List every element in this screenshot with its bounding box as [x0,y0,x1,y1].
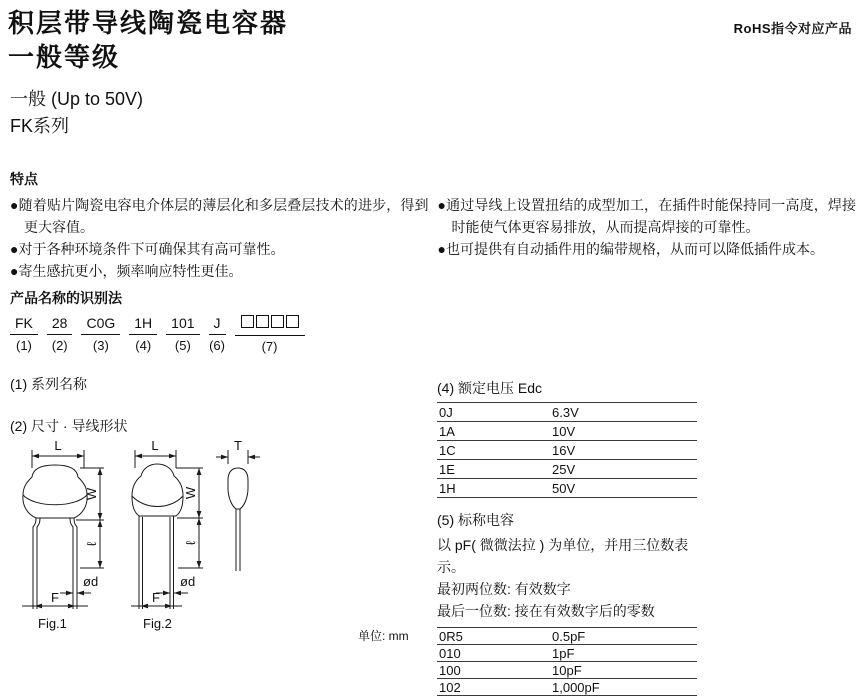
part-number-segment-7 [235,315,305,354]
voltage-range-label: 一般 (Up to 50V) [10,89,144,109]
section5-line: 最后一位数: 接在有效数字后的零数 [437,603,655,619]
features-columns [10,194,856,282]
section2-title: (2) 尺寸 · 导线形状 [10,418,128,434]
dim-label-lead-length-fig2: ℓ [183,540,198,546]
part-number-section [10,288,314,354]
voltage-value: 6.3V [552,404,579,420]
voltage-value: 25V [552,461,576,477]
fig2-caption: Fig.2 [143,616,172,631]
bullet-icon: ● [437,241,446,257]
part-number-code-row [10,315,314,354]
features-right-column [438,194,857,282]
part-number-segment-4 [129,315,157,353]
dim-label-f-fig2: F [152,590,160,605]
series-subtitle [10,86,143,140]
series-name-label: FK系列 [10,116,70,136]
fig1-caption: Fig.1 [38,616,67,631]
page-title-line2: 一般等级 [8,42,121,72]
table-row [437,662,697,679]
dim-label-w-fig1: W [84,487,99,501]
section4-title: (4) 额定电压 Edc [437,380,543,396]
dim-label-l-fig2: L [151,438,159,453]
capacitance-code: 100 [439,662,461,678]
segment-code: 28 [47,315,73,335]
section1-title: (1) 系列名称 [10,376,87,392]
capacitance-code: 0R5 [439,628,463,644]
capacitance-code: 010 [439,645,461,661]
feature-text: 通过导线上设置扭结的成型加工，在插件时能保持同一高度，焊接时能使气体更容易排放，从而提高焊接的可靠性。 [446,197,856,235]
blank-code-box [256,315,269,328]
page-title [8,6,288,74]
feature-item [438,194,857,238]
rohs-compliance-label: RoHS指令对应产品 [733,21,852,36]
section5-description [437,534,697,622]
segment-blank-boxes [235,315,305,336]
dim-label-t-sideview: T [234,438,242,453]
voltage-code: 0J [439,404,453,420]
table-row [437,645,697,662]
table-row [437,628,697,645]
segment-label: (4) [135,338,152,353]
blank-code-box [271,315,284,328]
voltage-value: 10V [552,423,576,439]
right-column [437,378,697,696]
capacitance-value: 0.5pF [552,628,586,644]
table-row [437,422,697,441]
rated-voltage-table [437,402,697,498]
voltage-code: 1E [439,461,455,477]
segment-code: 1H [129,315,157,335]
segment-label: (7) [261,339,278,354]
part-number-segment-1 [10,315,38,353]
capacitance-value: 10pF [552,662,582,678]
nominal-capacitance-table [437,627,697,696]
capacitance-value: 1,000pF [552,679,600,695]
voltage-value: 16V [552,442,576,458]
segment-code: FK [10,315,38,335]
feature-item [10,194,429,238]
part-number-segment-3 [81,315,120,353]
section5-title: (5) 标称电容 [437,512,514,528]
part-number-segment-5 [166,315,199,353]
dim-label-w-fig2: W [183,486,198,500]
feature-text: 对于各种环境条件下可确保其有高可靠性。 [18,241,285,257]
feature-text: 寄生感抗更小，频率响应特性更佳。 [18,263,243,279]
dim-label-f-fig1: F [51,590,59,605]
segment-label: (2) [51,338,68,353]
dim-label-l-fig1: L [54,438,62,453]
segment-code: J [209,315,226,335]
section5-line: 最初两位数: 有效数字 [437,581,571,597]
segment-label: (3) [92,338,109,353]
part-number-heading: 产品名称的识别法 [10,290,122,306]
capacitance-code: 102 [439,679,461,695]
part-number-segment-6 [209,315,226,353]
feature-text: 随着贴片陶瓷电容电介体层的薄层化和多层叠层技术的进步，得到更大容值。 [18,197,429,235]
part-number-segment-2 [47,315,73,353]
bullet-icon: ● [437,197,447,213]
table-row [437,441,697,460]
segment-code: C0G [81,315,120,335]
unit-note: 单位: mm [358,629,409,643]
voltage-code: 1C [439,442,456,458]
feature-item [10,260,429,282]
section5-block [437,510,697,696]
feature-item [438,238,857,260]
capacitance-value: 1pF [552,645,575,661]
segment-code: 101 [166,315,199,335]
table-row [437,403,697,422]
segment-label: (6) [209,338,225,353]
features-heading: 特点 [10,171,38,187]
voltage-code: 1A [439,423,455,439]
table-row [437,460,697,479]
segment-label: (5) [174,338,191,353]
segment-label: (1) [16,338,32,353]
voltage-code: 1H [439,480,456,496]
features-section [10,169,856,282]
table-row [437,679,697,696]
dim-label-lead-diameter-fig2: ød [180,574,196,589]
dim-label-lead-diameter-fig1: ød [83,574,99,589]
feature-text: 也可提供有自动插件用的编带规格，从而可以降低插件成本。 [445,241,824,257]
table-row [437,479,697,498]
voltage-value: 50V [552,480,576,496]
dimension-figures [10,438,262,641]
blank-code-box [286,315,299,328]
blank-code-box [241,315,254,328]
bullet-icon: ● [10,197,19,213]
dim-label-lead-length-fig1: ℓ [84,541,99,547]
page-title-line1: 积层带导线陶瓷电容器 [8,8,289,38]
bullet-icon: ● [10,263,19,279]
section5-line: 以 pF( 微微法拉 ) 为单位，并用三位数表示。 [437,537,689,575]
bullet-icon: ● [10,241,19,257]
feature-item [10,238,429,260]
features-left-column [10,194,429,282]
capacitor-outline-drawing [10,438,262,636]
